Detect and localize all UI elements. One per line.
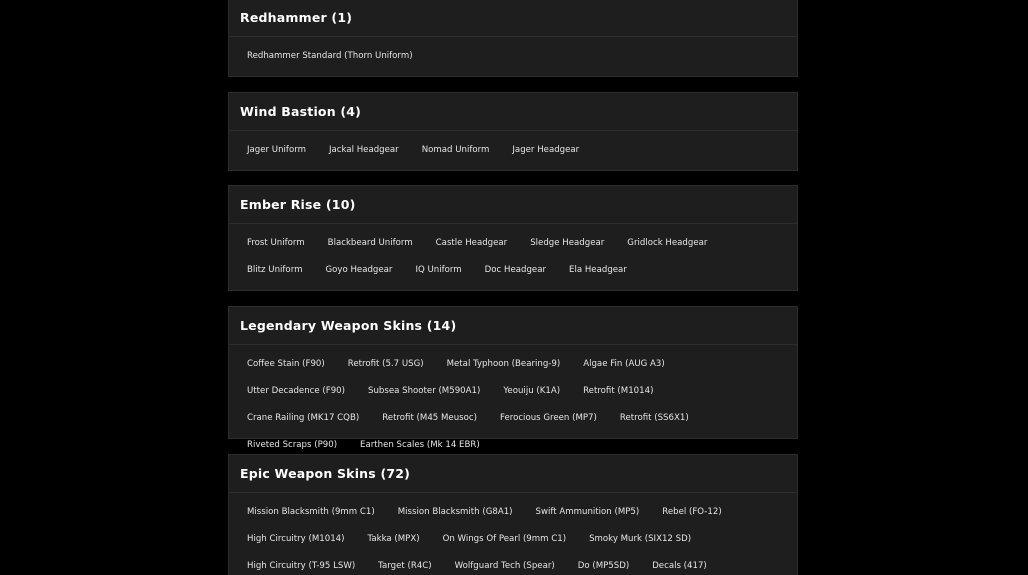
list-item[interactable]: Jackal Headgear (328, 145, 399, 155)
section-title: Epic Weapon Skins (72) (240, 466, 411, 481)
section-title: Legendary Weapon Skins (14) (240, 318, 457, 333)
section-header (229, 186, 797, 224)
list-item[interactable]: Smoky Murk (SIX12 SD) (589, 534, 692, 544)
list-item[interactable]: Blackbeard Uniform (327, 238, 413, 248)
list-item[interactable]: Takka (MPX) (367, 534, 420, 544)
list-item[interactable]: Swift Ammunition (MP5) (535, 507, 640, 517)
list-item[interactable]: Frost Uniform (247, 238, 305, 248)
list-item[interactable]: Mission Blacksmith (9mm C1) (247, 507, 375, 517)
list-item[interactable]: Riveted Scraps (P90) (247, 440, 338, 450)
list-item[interactable]: Crane Railing (MK17 CQB) (247, 413, 360, 423)
section-title: Redhammer (1) (240, 10, 353, 25)
list-item[interactable]: Ela Headgear (569, 265, 627, 275)
list-item[interactable]: Retrofit (5.7 USG) (347, 359, 424, 369)
item-list (247, 351, 797, 459)
item-list (247, 499, 797, 575)
list-item[interactable]: Coffee Stain (F90) (247, 359, 325, 369)
list-item[interactable]: Wolfguard Tech (Spear) (454, 561, 555, 571)
list-item[interactable]: Earthen Scales (Mk 14 EBR) (360, 440, 480, 450)
list-item[interactable]: Ferocious Green (MP7) (499, 413, 597, 423)
section-header (229, 455, 797, 493)
list-item[interactable]: High Circuitry (T-95 LSW) (247, 561, 356, 571)
item-list (247, 43, 797, 70)
list-item[interactable]: Blitz Uniform (247, 265, 303, 275)
list-item[interactable]: On Wings Of Pearl (9mm C1) (442, 534, 567, 544)
section-ember-rise (228, 185, 798, 291)
list-item[interactable]: Gridlock Headgear (627, 238, 708, 248)
list-item[interactable]: Sledge Headgear (530, 238, 605, 248)
list-item[interactable]: Doc Headgear (484, 265, 547, 275)
section-body (229, 131, 797, 164)
list-item[interactable]: Retrofit (SS6X1) (619, 413, 689, 423)
list-item[interactable]: Nomad Uniform (421, 145, 490, 155)
list-item[interactable]: Goyo Headgear (325, 265, 393, 275)
item-list (247, 137, 797, 164)
list-item[interactable]: Algae Fin (AUG A3) (583, 359, 665, 369)
item-list (247, 230, 797, 284)
section-header (229, 0, 797, 37)
list-item[interactable]: Do (MP5SD) (577, 561, 630, 571)
list-item[interactable]: Retrofit (M1014) (583, 386, 654, 396)
list-item[interactable]: Mission Blacksmith (G8A1) (397, 507, 513, 517)
section-wind-bastion (228, 92, 798, 171)
list-item[interactable]: IQ Uniform (415, 265, 462, 275)
section-redhammer (228, 0, 798, 77)
list-item[interactable]: Redhammer Standard (Thorn Uniform) (247, 51, 413, 61)
list-item[interactable]: Target (R4C) (378, 561, 432, 571)
list-item[interactable]: Utter Decadence (F90) (247, 386, 345, 396)
section-header (229, 307, 797, 345)
list-item[interactable]: Jager Uniform (247, 145, 306, 155)
list-item[interactable]: Yeouiju (K1A) (503, 386, 561, 396)
section-title: Wind Bastion (4) (240, 104, 362, 119)
section-body (229, 224, 797, 284)
section-body (229, 345, 797, 459)
list-item[interactable]: Decals (417) (652, 561, 707, 571)
list-item[interactable]: High Circuitry (M1014) (247, 534, 345, 544)
section-legendary-weapon-skins (228, 306, 798, 450)
list-item[interactable]: Metal Typhoon (Bearing-9) (446, 359, 561, 369)
section-epic-weapon-skins (228, 454, 798, 575)
list-item[interactable]: Subsea Shooter (M590A1) (368, 386, 481, 396)
list-item[interactable]: Castle Headgear (435, 238, 508, 248)
section-body (229, 37, 797, 70)
section-header (229, 93, 797, 131)
section-body (229, 493, 797, 575)
list-item[interactable]: Jager Headgear (512, 145, 580, 155)
section-title: Ember Rise (10) (240, 197, 356, 212)
list-item[interactable]: Rebel (FO-12) (662, 507, 722, 517)
list-item[interactable]: Retrofit (M45 Meusoc) (382, 413, 477, 423)
